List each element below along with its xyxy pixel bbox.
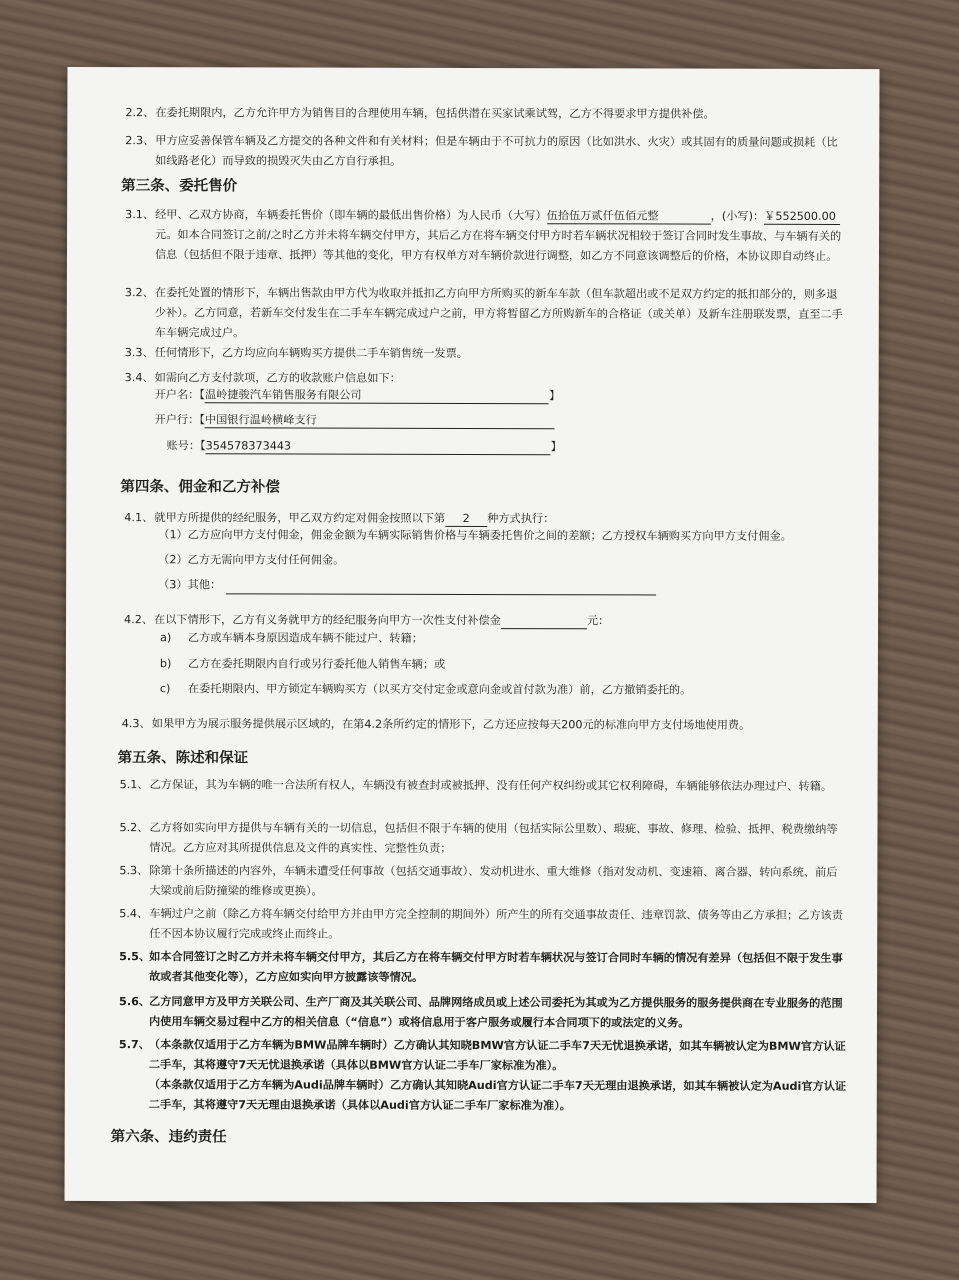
- clause-2-3: [125, 131, 845, 173]
- account-number-field: 354578373443: [206, 438, 551, 455]
- bank-row: [155, 410, 555, 431]
- clause-5-2: [119, 818, 844, 860]
- section-heading-6: 第六条、违约责任: [110, 1129, 227, 1146]
- list-item-text: 在委托期限内、甲方锁定车辆购买方（以买方交付定金或意向金或首付款为准）前，乙方撤销委托的。: [187, 682, 692, 697]
- compensation-amount-field: [501, 613, 587, 629]
- clause-number: 5.1、: [119, 778, 149, 792]
- section-heading-4: 第四条、佣金和乙方补偿: [120, 479, 280, 496]
- clause-5-1: [120, 775, 845, 797]
- clause-text: 乙方保证，其为车辆的唯一合法所有权人，车辆没有被查封或被抵押、没有任何产权纠纷或其它权利障碍，车辆能够依法办理过户、转籍。: [149, 778, 833, 793]
- bracket-close: 】: [550, 440, 562, 454]
- clause-number: 3.4、: [124, 371, 154, 385]
- clause-number: 5.7、: [118, 1038, 150, 1052]
- clause-number: 5.6、: [119, 995, 151, 1009]
- clause-number: 2.3、: [125, 134, 155, 148]
- clause-text: 如本合同签订之时乙方并未将车辆交付甲方，其后乙方在将车辆交付甲方时若车辆状况与签订合同时车辆的情况有差异（包括但不限于发生事故或者其他变化等），乙方应如实向甲方披露该等情况。: [149, 950, 843, 984]
- commission-option-2: （2）乙方无需向甲方支付任何佣金。: [158, 553, 345, 567]
- price-upper-field: 伍拾伍万贰仟伍佰元整: [547, 208, 711, 224]
- list-item-key: c): [159, 682, 171, 696]
- clause-number: 3.1、: [125, 208, 155, 222]
- clause-text: 元：: [586, 614, 610, 628]
- clause-text: ，(小写)：: [710, 209, 765, 223]
- clause-3-3: [125, 343, 845, 365]
- clause-text: 乙方将如实向甲方提供与车辆有关的一切信息，包括但不限于车辆的使用（包括实际公里数）、瑕疵、事故、修理、检验、抵押、税费缴纳等情况。乙方应对其所提供信息及文件的真实性、完整性负责；: [149, 821, 838, 855]
- clause-text: 除第十条所描述的内容外，车辆未遭受任何事故（包括交通事故）、发动机进水、重大维修（指对发动机、变速箱、离合器、转向系统、前后大梁或前后防撞梁的维修或更换）。: [149, 864, 838, 898]
- clause-5-5: [119, 947, 849, 989]
- clause-text: 种方式执行：: [487, 512, 555, 526]
- list-item: [160, 654, 820, 676]
- list-item: [160, 628, 820, 650]
- clause-text: 在委托期限内，乙方允许甲方为销售目的合理使用车辆，包括供潜在买家试乘试驾，乙方不得要求甲方提供补偿。: [155, 106, 715, 121]
- clause-text: 任何情形下，乙方均应向车辆购买方提供二手车销售统一发票。: [154, 346, 469, 360]
- clause-number: 5.4、: [119, 907, 149, 921]
- list-item: [160, 679, 820, 701]
- clause-number: 5.2、: [119, 821, 149, 835]
- clause-3-1: [125, 205, 845, 267]
- clause-text: 在委托处置的情形下，车辆出售款由甲方代为收取并抵扣乙方向甲方所购买的新车车款（但车款超出或不足双方约定的抵扣部分的，则多退少补）。乙方同意，若新车交付发生在二手车车辆完成过户之前，甲方将暂留乙方所购新车的合格证（或关单）及新车注册联发票，直至二手车车辆完成过户。: [154, 286, 843, 340]
- list-item-key: b): [159, 657, 172, 671]
- clause-5-4: [119, 904, 844, 946]
- clause-text: 如果甲方为展示服务提供展示区域的，在第4.2条所约定的情形下，乙方还应按每天200元的标准向甲方支付场地使用费。: [151, 717, 751, 732]
- clause-5-6: [119, 992, 849, 1034]
- account-number-row: [166, 436, 561, 457]
- list-item-text: 乙方在委托期限内自行或另行委托他人销售车辆；或: [187, 657, 446, 671]
- clause-number: 5.5、: [119, 950, 151, 964]
- account-name-row: [155, 385, 561, 406]
- commission-option-1: （1）乙方应向甲方支付佣金，佣金金额为车辆实际销售价格与车辆委托售价之间的差额；乙方授权车辆购买方向甲方支付佣金。: [158, 528, 792, 543]
- clause-5-7: [119, 1035, 849, 1117]
- clause-text: 车辆过户之前（除乙方将车辆交付给甲方并由甲方完全控制的期间外）所产生的所有交通事故责任、违章罚款、债务等由乙方承担；乙方该责任不因本协议履行完成或终止而终止。: [149, 907, 843, 941]
- clause-text: 如需向乙方支付款项，乙方的收款账户信息如下：: [154, 371, 401, 385]
- section-heading-3: 第三条、委托售价: [121, 178, 238, 195]
- account-name-field: 温岭捷骏汽车销售服务有限公司: [205, 387, 549, 404]
- clause-number: 2.2、: [125, 106, 155, 120]
- clause-text: 甲方应妥善保管车辆及乙方提交的各种文件和有关材料；但是车辆由于不可抗力的原因（比如洪水、火灾）或其固有的质量问题或损耗（比如线路老化）而导致的损毁灭失由乙方自行承担。: [155, 134, 838, 168]
- commission-choice-field: 2: [445, 511, 487, 527]
- clause-text-bmw: （本条款仅适用于乙方车辆为BMW品牌车辆时）乙方确认其知晓BMW官方认证二手车7天无忧退换承诺，如其车辆被认定为BMW官方认证二手车，其将遵守7天无忧退换承诺（具体以BMW官方认证二手车厂家标准为准）。: [148, 1038, 846, 1073]
- clause-number: 4.1、: [124, 511, 154, 525]
- clause-number: 4.2、: [124, 613, 154, 627]
- clause-number: 3.2、: [124, 286, 154, 300]
- clause-number: 3.3、: [124, 346, 154, 360]
- clause-5-3: [119, 861, 844, 903]
- clause-number: 5.3、: [119, 864, 149, 878]
- bank-field: 中国银行温岭横峰支行: [205, 412, 555, 429]
- clause-text: 在以下情形下，乙方有义务就甲方的经纪服务向甲方一次性支付补偿金: [154, 613, 501, 628]
- clause-text: 就甲方所提供的经纪服务，甲乙双方约定对佣金按照以下第: [154, 511, 446, 525]
- clause-4-3: [122, 714, 842, 736]
- account-number-label: 账号：【: [166, 439, 206, 453]
- clause-2-2: [125, 103, 825, 125]
- bracket-close: 】: [548, 389, 561, 403]
- section-heading-5: 第五条、陈述和保证: [117, 750, 249, 767]
- commission-option-3: （3）其他：: [158, 578, 222, 592]
- clause-3-2: [125, 283, 845, 345]
- clause-text: 乙方同意甲方及甲方关联公司、生产厂商及其关联公司、品牌网络成员或上述公司委托为其或为乙方提供服务的服务提供商在专业服务的范围内使用车辆交易过程中乙方的相关信息（“信息”）或将信息用于客户服务或履行本合同项下的或法定的义务。: [148, 995, 843, 1030]
- list-item-key: a): [159, 631, 172, 645]
- clause-text-audi: （本条款仅适用于乙方车辆为Audi品牌车辆时）乙方确认其知晓Audi官方认证二手车7天无理由退换承诺，如其车辆被认定为Audi官方认证二手车，其将遵守7天无理由退换承诺（具体以Audi官方认证二手车厂家标准为准）。: [148, 1078, 847, 1113]
- clause-text: 元。如本合同签订之前/之时乙方并未将车辆交付甲方，其后乙方在将车辆交付甲方时若车辆状况相较于签订合同时发生事故、与车辆有关的信息（包括但不限于违章、抵押）等其他的变化，甲方有权单方对车辆价款进行调整，如乙方不同意该调整后的价格，本协议即自动终止。: [154, 228, 842, 263]
- list-item-text: 乙方或车辆本身原因造成车辆不能过户、转籍；: [187, 631, 423, 645]
- contract-page: [65, 67, 880, 1203]
- clause-number: 4.3、: [121, 717, 151, 731]
- clause-text: 经甲、乙双方协商，车辆委托售价（即车辆的最低出售价格）为人民币（大写）: [155, 208, 547, 223]
- price-lower-field: ￥552500.00: [764, 209, 840, 225]
- bank-label: 开户行：【: [154, 413, 205, 427]
- account-name-label: 开户名：【: [154, 388, 205, 402]
